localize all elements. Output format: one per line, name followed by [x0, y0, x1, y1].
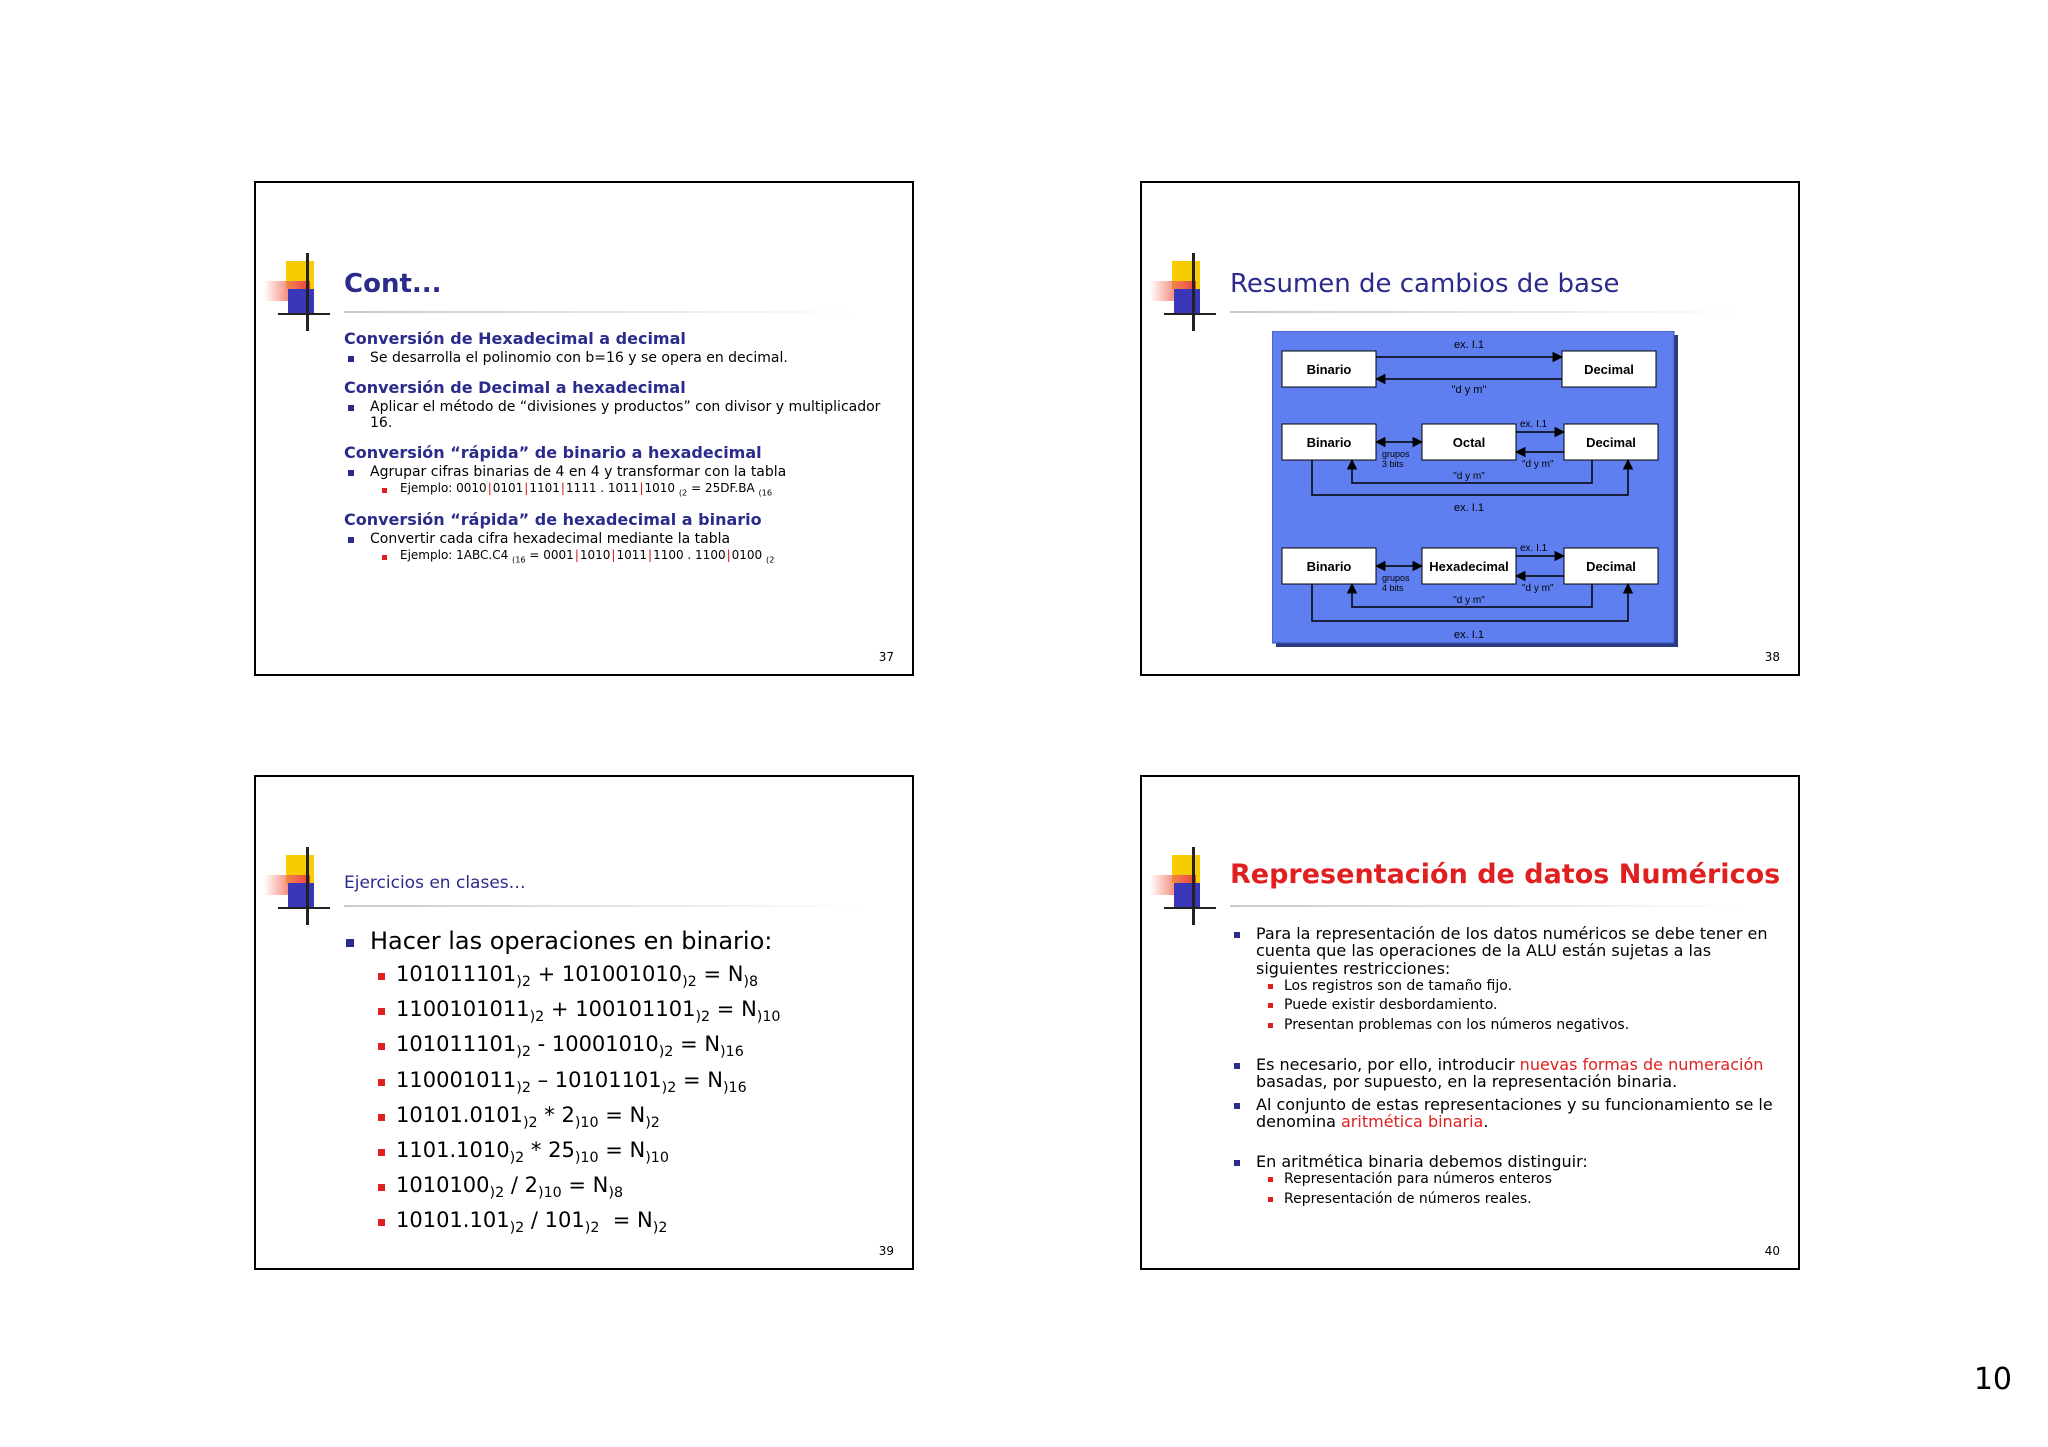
dym-label: "d y m"	[1453, 471, 1485, 482]
section-heading: Conversión “rápida” de hexadecimal a binario	[344, 510, 762, 530]
exercise-item: $10101.101_{)2} / 101_{)2} = N_{)2}$	[344, 1208, 864, 1236]
dym-label: "d y m"	[1451, 384, 1487, 396]
paragraph: En aritmética binaria debemos distinguir:	[1230, 1153, 1775, 1170]
slide-38	[1140, 181, 1800, 676]
dym-label: "d y m"	[1522, 459, 1554, 470]
exercise-item: $101011101_{)2} + 101001010_{)2} = N_{)8}$	[344, 962, 864, 990]
decimal-label: Decimal	[1586, 435, 1636, 450]
slide-page-number: 37	[878, 650, 894, 664]
example-line: Ejemplo: 1ABC.C4 $_{(16}$ = 0001|1010|1011|1100 . 1100|0100 $_{(2}$	[400, 549, 894, 565]
sub-bullet: Puede existir desbordamiento.	[1230, 996, 1775, 1016]
slide-title: Ejercicios en clases…	[344, 873, 526, 893]
ex-label: ex. I.1	[1454, 339, 1484, 351]
paragraph: Al conjunto de estas representaciones y su funcionamiento se le denomina aritmética binaria.	[1230, 1096, 1775, 1131]
section-heading: Conversión de Hexadecimal a decimal	[344, 329, 686, 348]
exercise-item: $101011101_{)2} - 10001010_{)2} = N_{)16}$	[344, 1032, 864, 1060]
exercise-item: $110001011_{)2} - 10101101_{)2} = N_{)16}$	[344, 1068, 864, 1096]
ex-label: ex. I.1	[1454, 629, 1484, 641]
slide-decoration-icon	[264, 253, 334, 333]
binario-label: Binario	[1306, 362, 1352, 377]
decimal-label: Decimal	[1584, 362, 1634, 377]
exercise-list	[344, 927, 864, 1237]
sub-bullet: Los registros son de tamaño fijo.	[1230, 977, 1775, 997]
bullet: Aplicar el método de “divisiones y productos” con divisor y multiplicador 16.	[370, 399, 894, 431]
sub-bullet: Representación de números reales.	[1230, 1190, 1775, 1210]
slide-page-number: 40	[1764, 1244, 1780, 1258]
ex-label: ex. I.1	[1520, 543, 1548, 554]
base-conversion-diagram	[1272, 331, 1678, 647]
exercise-item: $1010100_{)2} / 2_{)10} = N_{)8}$	[344, 1173, 864, 1201]
exercise-heading: Hacer las operaciones en binario:	[344, 927, 864, 955]
example-line: Ejemplo: 0010|0101|1101|1111 . 1011|1010 $_{(2}$ = 25DF.BA $_{(16}$	[400, 482, 894, 498]
slide-title: Representación de datos Numéricos	[1230, 859, 1781, 890]
sub-bullet: Representación para números enteros	[1230, 1170, 1775, 1190]
bits-label: 3 bits	[1382, 459, 1404, 469]
ex-label: ex. I.1	[1454, 502, 1484, 514]
section-heading: Conversión de Decimal a hexadecimal	[344, 378, 686, 398]
bits-label: 4 bits	[1382, 583, 1404, 593]
slide-page-number: 39	[878, 1244, 894, 1258]
dym-label: "d y m"	[1453, 595, 1485, 606]
dym-label: "d y m"	[1522, 583, 1554, 594]
title-underline	[344, 905, 864, 907]
slide-title: Resumen de cambios de base	[1230, 269, 1620, 299]
slide-decoration-icon	[1150, 253, 1220, 333]
slide-37	[254, 181, 914, 676]
title-underline	[1230, 905, 1750, 907]
title-underline	[1230, 311, 1750, 313]
exercise-item: $1101.1010_{)2} * 25_{)10} = N_{)10}$	[344, 1138, 864, 1166]
grupos-label: grupos	[1382, 449, 1410, 459]
binario-label: Binario	[1306, 435, 1352, 450]
page-number: 10	[1973, 1362, 2012, 1397]
octal-label: Octal	[1452, 435, 1486, 450]
slide-title: Cont...	[344, 269, 442, 299]
slide-39	[254, 775, 914, 1270]
ex-label: ex. I.1	[1520, 419, 1548, 430]
decimal-label: Decimal	[1586, 559, 1636, 574]
slide-content	[344, 329, 894, 565]
exercise-item: $10101.0101_{)2} * 2_{)10} = N_{)2}$	[344, 1103, 864, 1131]
grupos-label: grupos	[1382, 573, 1410, 583]
bullet: Se desarrolla el polinomio con b=16 y se opera en decimal.	[370, 350, 894, 366]
slide-decoration-icon	[264, 847, 334, 927]
paragraph: Para la representación de los datos numéricos se debe tener en cuenta que las operaciones de la ALU están sujetas a las siguientes restricciones:	[1230, 925, 1775, 977]
binario-label: Binario	[1306, 559, 1352, 574]
title-underline	[344, 311, 864, 313]
paragraph: Es necesario, por ello, introducir nuevas formas de numeración basadas, por supuesto, en la representación binaria.	[1230, 1056, 1775, 1091]
bullet: Agrupar cifras binarias de 4 en 4 y transformar con la tabla	[370, 464, 894, 480]
sub-bullet: Presentan problemas con los números negativos.	[1230, 1016, 1775, 1036]
bullet: Convertir cada cifra hexadecimal mediante la tabla	[370, 531, 894, 547]
section-heading: Conversión “rápida” de binario a hexadecimal	[344, 443, 762, 463]
hexadecimal-label: Hexadecimal	[1429, 559, 1509, 574]
slide-page-number: 38	[1764, 650, 1780, 664]
exercise-item: $1100101011_{)2} + 100101101_{)2} = N_{)10}$	[344, 997, 864, 1025]
slide-decoration-icon	[1150, 847, 1220, 927]
slide-40	[1140, 775, 1800, 1270]
slide-content	[1230, 925, 1775, 1209]
